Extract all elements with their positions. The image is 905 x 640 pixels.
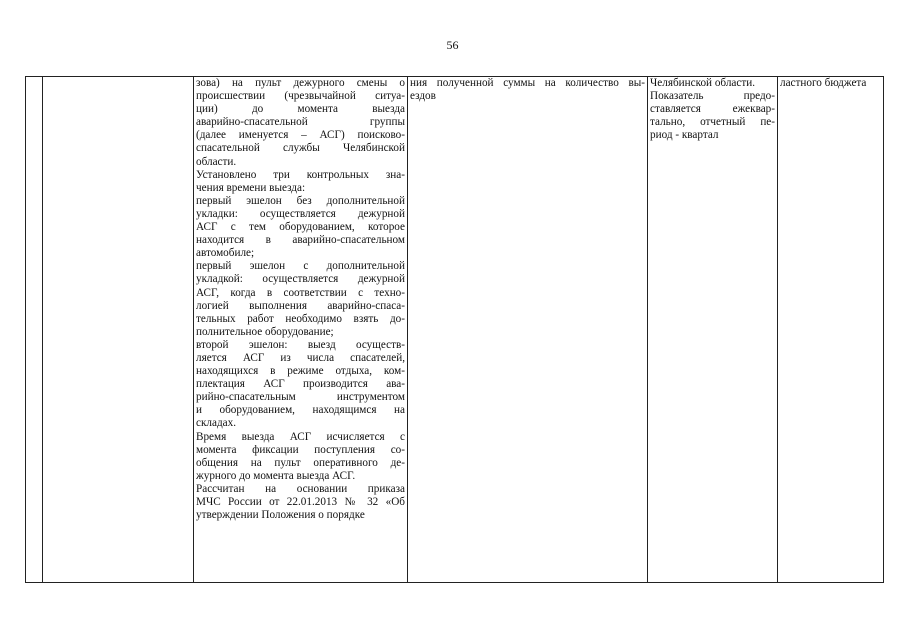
text-line: Рассчитан на основании приказа — [196, 482, 405, 495]
text-line: тельных работ необходимо взять до- — [196, 312, 405, 325]
text-line: Показатель предо- — [650, 90, 775, 103]
text-line: зова) на пульт дежурного смены о — [196, 77, 405, 89]
table-cell-2 — [43, 77, 194, 583]
text-line: АСГ с тем оборудованием, которое — [196, 221, 405, 234]
text-line: плектация АСГ производится ава- — [196, 378, 405, 391]
text-line: чения времени выезда: — [196, 181, 306, 194]
text-line: второй эшелон: выезд осуществ- — [196, 338, 405, 351]
text-line: автомобиле; — [196, 247, 255, 260]
text-line: ластного бюджета — [780, 77, 867, 89]
text-line: полнительное оборудование; — [196, 325, 334, 338]
text-line: ставляется ежеквар- — [650, 103, 775, 116]
text-line: Челябинской области. — [650, 77, 756, 89]
text-line: общения на пульт оперативного де- — [196, 456, 405, 469]
text-line: первый эшелон с дополнительной — [196, 260, 405, 273]
text-line: ции) до момента выезда — [196, 103, 405, 116]
text-line: ездов — [410, 90, 436, 103]
text-line: первый эшелон без дополнительной — [196, 194, 405, 207]
text-line: Установлено три контрольных зна- — [196, 168, 405, 181]
table-cell-4 — [408, 77, 648, 583]
text-line: (далее именуется – АСГ) поисково- — [196, 129, 405, 142]
text-line: логией выполнения аварийно-спаса- — [196, 299, 405, 312]
text-line: тально, отчетный пе- — [650, 116, 775, 129]
text-line: области. — [196, 155, 237, 168]
text-line: складах. — [196, 417, 236, 430]
text-line: происшествии (чрезвычайной ситуа- — [196, 90, 405, 103]
document-table — [25, 76, 884, 583]
text-line: Время выезда АСГ исчисляется с — [196, 430, 405, 443]
text-line: находится в аварийно-спасательном — [196, 234, 405, 247]
text-line: и оборудованием, находящимся на — [196, 404, 405, 417]
table-cell-1 — [26, 77, 43, 583]
text-line: укладки: осуществляется дежурной — [196, 207, 405, 220]
text-line: утверждении Положения о порядке — [196, 509, 365, 522]
text-line: рийно-спасательным инструментом — [196, 391, 405, 404]
text-line: риод - квартал — [650, 129, 719, 142]
text-line: укладкой: осуществляется дежурной — [196, 273, 405, 286]
text-line: спасательной службы Челябинской — [196, 142, 405, 155]
text-line: АСГ, когда в соответствии с техно- — [196, 286, 405, 299]
text-line: находящихся в режиме отдыха, ком- — [196, 365, 405, 378]
text-line: момента фиксации поступления со- — [196, 443, 405, 456]
table-row — [26, 77, 884, 583]
table-cell-3 — [194, 77, 408, 583]
table-cell-6 — [778, 77, 884, 583]
table-cell-5 — [648, 77, 778, 583]
text-line: ляется АСГ из числа спасателей, — [196, 351, 405, 364]
page-number: 56 — [446, 38, 459, 52]
text-line: ния полученной суммы на количество вы- — [410, 77, 645, 89]
text-line: журного до момента выезда АСГ. — [196, 469, 356, 482]
text-line: аварийно-спасательной группы — [196, 116, 405, 129]
text-line: МЧС России от 22.01.2013 № 32 «Об — [196, 496, 405, 508]
